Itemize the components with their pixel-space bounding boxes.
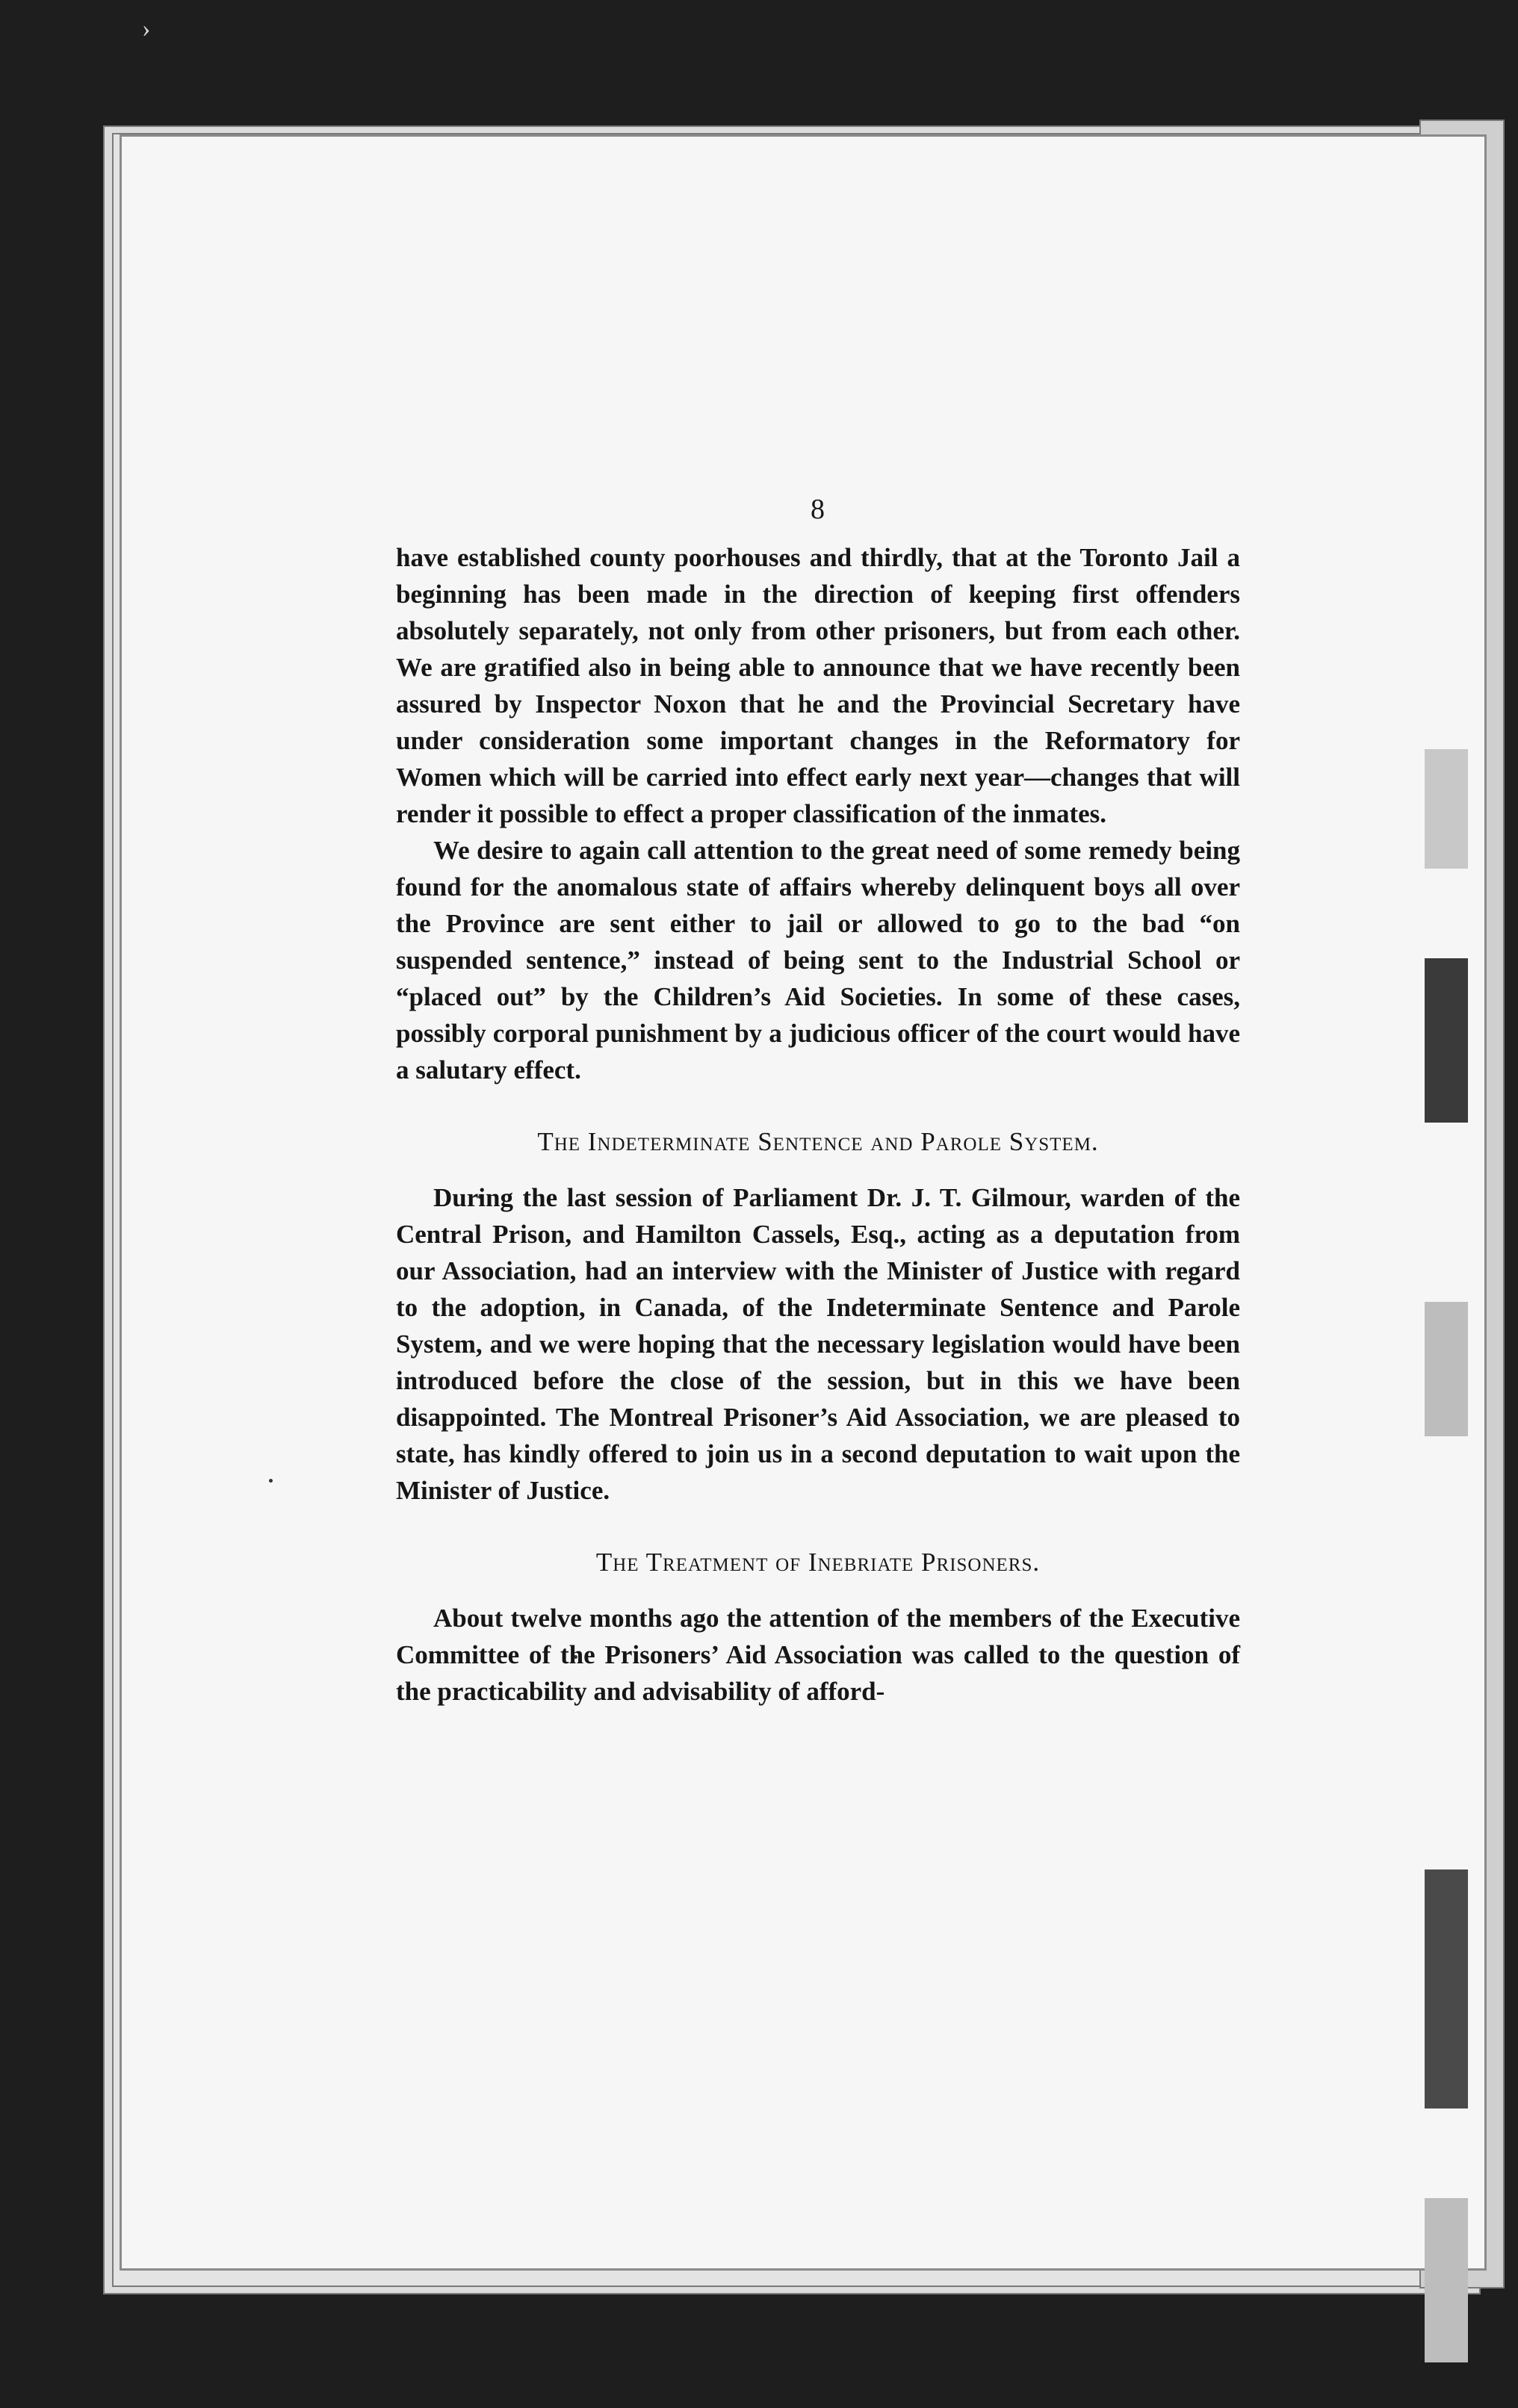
scan-corner-mark: › xyxy=(142,15,151,43)
paragraph-indeterminate-sentence: During the last session of Parliament Dr. J. T. Gilmour, warden of the Central Prison, and Hamilton Cassels, Esq., acting as a deputation from our Association, had an interview with the Minister of Justice with regard to the adoption, in Canada, of the Indeterminate Sentence and Parole System, and we were hoping that the necessary legislation would have been introduced before the close of the session, but in this we have been disappointed. The Montreal Prisoner’s Aid Association, we are pleased to state, has kindly offered to join us in a second deputation to wait upon the Minister of Justice. xyxy=(396,1183,1240,1505)
paragraph-intro-1: have established county poorhouses and thirdly, that at the Toronto Jail a beginning has been made in the direction of keeping first offenders absolutely separately, not only from other prisoners, but from each other. We are gratified also in being able to announce that we have recently been assured by Inspector Noxon that he and the Provincial Secretary have under consideration some important changes in the Reformatory for Women which will be carried into effect early next year—changes that will render it possible to effect a proper classification of the inmates. xyxy=(396,543,1240,828)
torn-edge xyxy=(1425,958,1468,1123)
torn-edge xyxy=(1425,1869,1468,2108)
page-number: 8 xyxy=(811,494,825,525)
torn-edge xyxy=(1425,749,1468,869)
page-body xyxy=(396,493,1240,1710)
paragraph-inebriate-prisoners: About twelve months ago the attention of the members of the Executive Committee of the Prisoners’ Aid Association was called to the question of the practicability and advisability of afford- xyxy=(396,1604,1240,1706)
section-heading-inebriate-prisoners: The Treatment of Inebriate Prisoners. xyxy=(595,1548,1041,1577)
section-heading-indeterminate-sentence: The Indeterminate Sentence and Parole System. xyxy=(537,1127,1099,1156)
ink-speck xyxy=(269,1479,273,1483)
torn-edge xyxy=(1425,1302,1468,1436)
paragraph-intro-2: We desire to again call attention to the great need of some remedy being found for the anomalous state of affairs whereby delinquent boys all over the Province are sent either to jail or allowed to go to the bad “on suspended sentence,” instead of being sent to the Industrial School or “placed out” by the Children’s Aid Societies. In some of these cases, possibly corporal punishment by a judicious officer of the court would have a salutary effect. xyxy=(396,836,1240,1084)
torn-edge xyxy=(1425,2198,1468,2362)
